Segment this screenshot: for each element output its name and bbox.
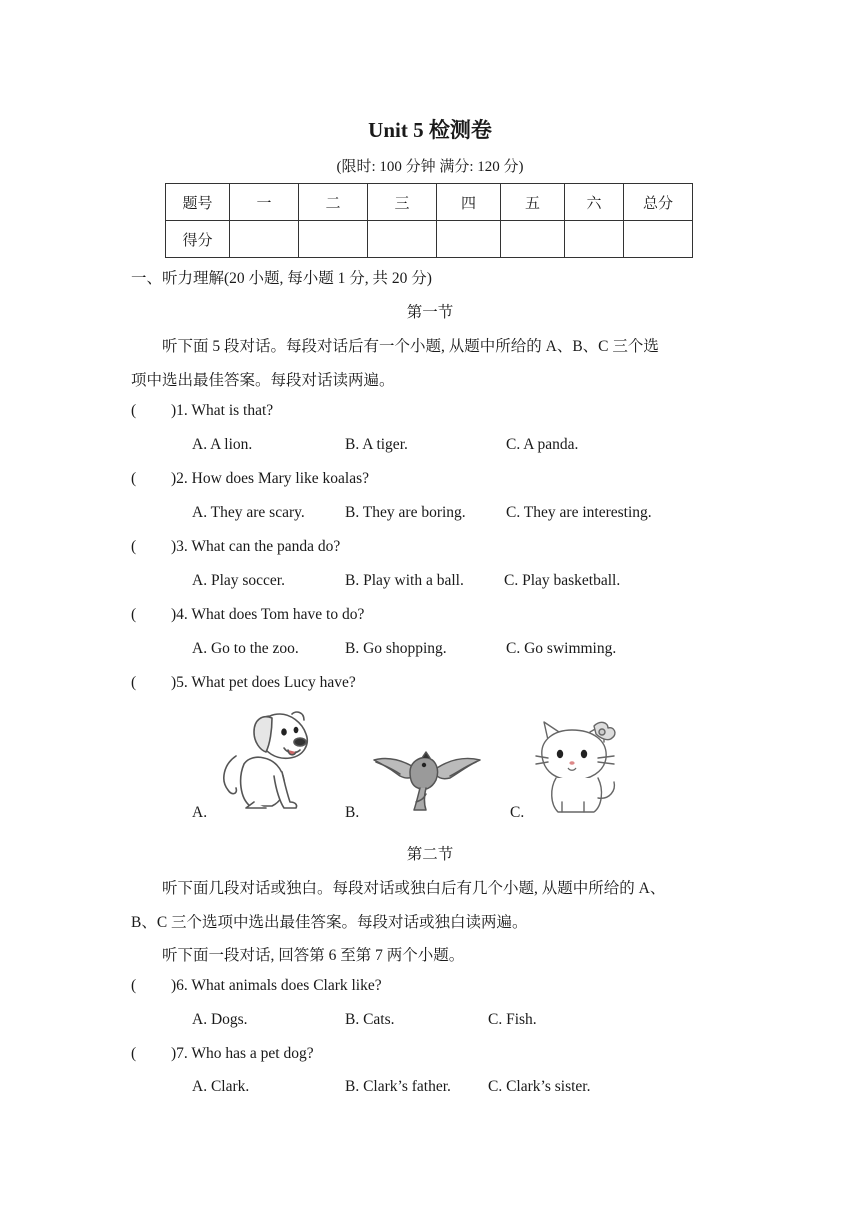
option-a: A. They are scary. bbox=[192, 504, 305, 521]
option-a: A. bbox=[192, 804, 208, 821]
header-cell: 总分 bbox=[624, 184, 693, 221]
answer-bracket[interactable]: ( bbox=[131, 674, 137, 691]
score-cell[interactable] bbox=[501, 221, 565, 258]
page-title: Unit 5 检测卷 bbox=[368, 118, 492, 142]
answer-bracket[interactable]: ( bbox=[131, 402, 137, 419]
option-a: A. Clark. bbox=[192, 1078, 250, 1095]
option-c: C. Clark’s sister. bbox=[488, 1078, 591, 1095]
question-text: )5. What pet does Lucy have? bbox=[171, 674, 356, 691]
header-cell: 二 bbox=[299, 184, 368, 221]
cat-picture bbox=[534, 718, 622, 816]
question-3 bbox=[131, 538, 340, 556]
score-cell[interactable] bbox=[299, 221, 368, 258]
bird-picture bbox=[370, 748, 482, 814]
part-title: 第二节 bbox=[406, 846, 454, 863]
row-label-cell: 得分 bbox=[166, 221, 230, 258]
score-cell[interactable] bbox=[368, 221, 437, 258]
question-7 bbox=[131, 1045, 314, 1063]
option-c: C. bbox=[510, 804, 525, 821]
score-cell[interactable] bbox=[624, 221, 693, 258]
option-c: C. Fish. bbox=[488, 1011, 537, 1028]
question-text: )4. What does Tom have to do? bbox=[171, 606, 365, 623]
header-cell: 题号 bbox=[166, 184, 230, 221]
answer-bracket[interactable]: ( bbox=[131, 1045, 137, 1062]
header-cell: 五 bbox=[501, 184, 565, 221]
sub-instruction: 听下面一段对话, 回答第 6 至第 7 两个小题。 bbox=[162, 947, 465, 964]
option-b: B. Cats. bbox=[345, 1011, 395, 1028]
score-cell[interactable] bbox=[230, 221, 299, 258]
score-table-header-row bbox=[166, 184, 693, 221]
header-cell: 一 bbox=[230, 184, 299, 221]
option-b: B. Play with a ball. bbox=[345, 572, 464, 589]
question-1 bbox=[131, 402, 273, 420]
option-c: C. Go swimming. bbox=[506, 640, 617, 657]
answer-bracket[interactable]: ( bbox=[131, 606, 137, 623]
option-b: B. Clark’s father. bbox=[345, 1078, 451, 1095]
score-cell[interactable] bbox=[437, 221, 501, 258]
question-6 bbox=[131, 977, 382, 995]
score-table bbox=[165, 183, 693, 258]
header-cell: 六 bbox=[565, 184, 624, 221]
question-text: )1. What is that? bbox=[171, 402, 274, 419]
instruction-line: 听下面 5 段对话。每段对话后有一个小题, 从题中所给的 A、B、C 三个选 bbox=[162, 338, 659, 355]
time-and-score-limit: (限时: 100 分钟 满分: 120 分) bbox=[336, 159, 524, 175]
instruction-line: 项中选出最佳答案。每段对话读两遍。 bbox=[131, 372, 395, 389]
answer-bracket[interactable]: ( bbox=[131, 470, 137, 487]
question-text: )6. What animals does Clark like? bbox=[171, 977, 382, 994]
option-b: B. They are boring. bbox=[345, 504, 466, 521]
option-c: C. Play basketball. bbox=[504, 572, 621, 589]
part-title: 第一节 bbox=[406, 304, 454, 321]
score-table-score-row bbox=[166, 221, 693, 258]
instruction-line: 听下面几段对话或独白。每段对话或独白后有几个小题, 从题中所给的 A、 bbox=[162, 880, 666, 897]
question-text: )3. What can the panda do? bbox=[171, 538, 341, 555]
question-2 bbox=[131, 470, 369, 488]
option-b: B. Go shopping. bbox=[345, 640, 447, 657]
score-cell[interactable] bbox=[565, 221, 624, 258]
question-text: )2. How does Mary like koalas? bbox=[171, 470, 370, 487]
option-a: A. Play soccer. bbox=[192, 572, 285, 589]
option-c: C. A panda. bbox=[506, 436, 579, 453]
option-a: A. Dogs. bbox=[192, 1011, 248, 1028]
option-a: A. A lion. bbox=[192, 436, 253, 453]
option-b: B. A tiger. bbox=[345, 436, 408, 453]
answer-bracket[interactable]: ( bbox=[131, 977, 137, 994]
answer-bracket[interactable]: ( bbox=[131, 538, 137, 555]
dog-picture bbox=[214, 706, 314, 814]
question-4 bbox=[131, 606, 364, 624]
option-a: A. Go to the zoo. bbox=[192, 640, 299, 657]
question-5 bbox=[131, 674, 356, 692]
section-heading: 一、听力理解(20 小题, 每小题 1 分, 共 20 分) bbox=[131, 270, 432, 287]
option-b: B. bbox=[345, 804, 360, 821]
header-cell: 四 bbox=[437, 184, 501, 221]
option-c: C. They are interesting. bbox=[506, 504, 652, 521]
instruction-line: B、C 三个选项中选出最佳答案。每段对话或独白读两遍。 bbox=[131, 914, 528, 931]
question-text: )7. Who has a pet dog? bbox=[171, 1045, 314, 1062]
header-cell: 三 bbox=[368, 184, 437, 221]
